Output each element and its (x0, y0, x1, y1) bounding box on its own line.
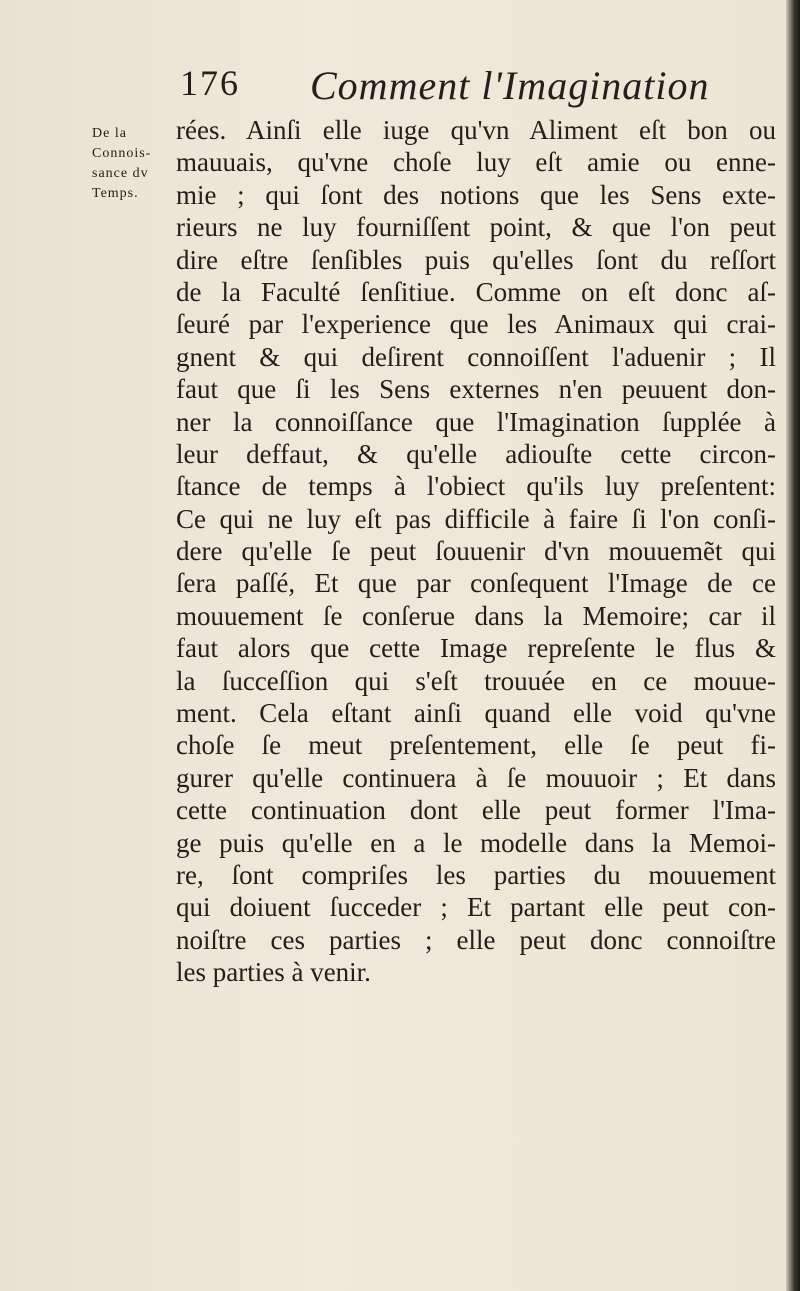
text-line: ſtance de temps à l'obiect qu'ils luy preſentent: (176, 471, 776, 502)
text-line: noiſtre ces parties ; elle peut donc connoiſtre (176, 924, 776, 955)
text-line: ſeuré par l'experience que les Animaux qui crai- (176, 309, 776, 340)
text-line: dere qu'elle ſe peut ſouuenir d'vn mouuemẽt qui (176, 536, 776, 567)
text-line: ſera paſſé, Et que par conſequent l'Image de ce (176, 568, 776, 599)
margin-note-line: sance dv (92, 166, 149, 181)
margin-note (92, 124, 184, 204)
margin-note-line: Temps. (92, 186, 139, 201)
page-number: 176 (180, 63, 240, 103)
page-header (180, 62, 740, 116)
text-line: gnent & qui deſirent connoiſſent l'aduenir ; Il (176, 341, 776, 372)
text-line: rieurs ne luy fourniſſent point, & que l'on peut (176, 212, 776, 243)
text-line: mie ; qui ſont des notions que les Sens exte- (176, 179, 776, 210)
body-text (176, 114, 776, 989)
text-line: ment. Cela eſtant ainſi quand elle void qu'vne (176, 698, 776, 729)
text-line: dire eſtre ſenſibles puis qu'elles ſont du reſſort (176, 244, 776, 275)
text-line: faut alors que cette Image repreſente le flus & (176, 633, 776, 664)
text-line: ge puis qu'elle en a le modelle dans la Memoi- (176, 827, 776, 858)
text-line: re, ſont compriſes les parties du mouuement (176, 859, 776, 890)
text-line: faut que ſi les Sens externes n'en peuuent don- (176, 374, 776, 405)
text-line: choſe ſe meut preſentement, elle ſe peut fi- (176, 730, 776, 761)
book-edge (786, 0, 800, 1291)
text-line: la ſucceſſion qui s'eſt trouuée en ce mouue- (176, 665, 776, 696)
text-line: mouuement ſe conſerue dans la Memoire; car il (176, 600, 776, 631)
running-title: Comment l'Imagination (310, 63, 710, 108)
text-line: gurer qu'elle continuera à ſe mouuoir ; Et dans (176, 762, 776, 793)
text-line: qui doiuent ſucceder ; Et partant elle peut con- (176, 892, 776, 923)
text-line: Ce qui ne luy eſt pas difficile à faire ſi l'on conſi- (176, 503, 776, 534)
text-line: de la Faculté ſenſitiue. Comme on eſt donc aſ- (176, 276, 776, 307)
margin-note-line: De la (92, 126, 127, 141)
text-line: mauuais, qu'vne choſe luy eſt amie ou enne- (176, 147, 776, 178)
margin-note-line: Connois- (92, 146, 152, 161)
text-line: ner la connoiſſance que l'Imagination ſupplée à (176, 406, 776, 437)
text-line: rées. Ainſi elle iuge qu'vn Aliment eſt bon ou (176, 115, 776, 145)
text-line: les parties à venir. (176, 957, 371, 988)
text-line: leur deffaut, & qu'elle adiouſte cette circon- (176, 438, 776, 469)
text-line: cette continuation dont elle peut former l'Ima- (176, 795, 776, 826)
